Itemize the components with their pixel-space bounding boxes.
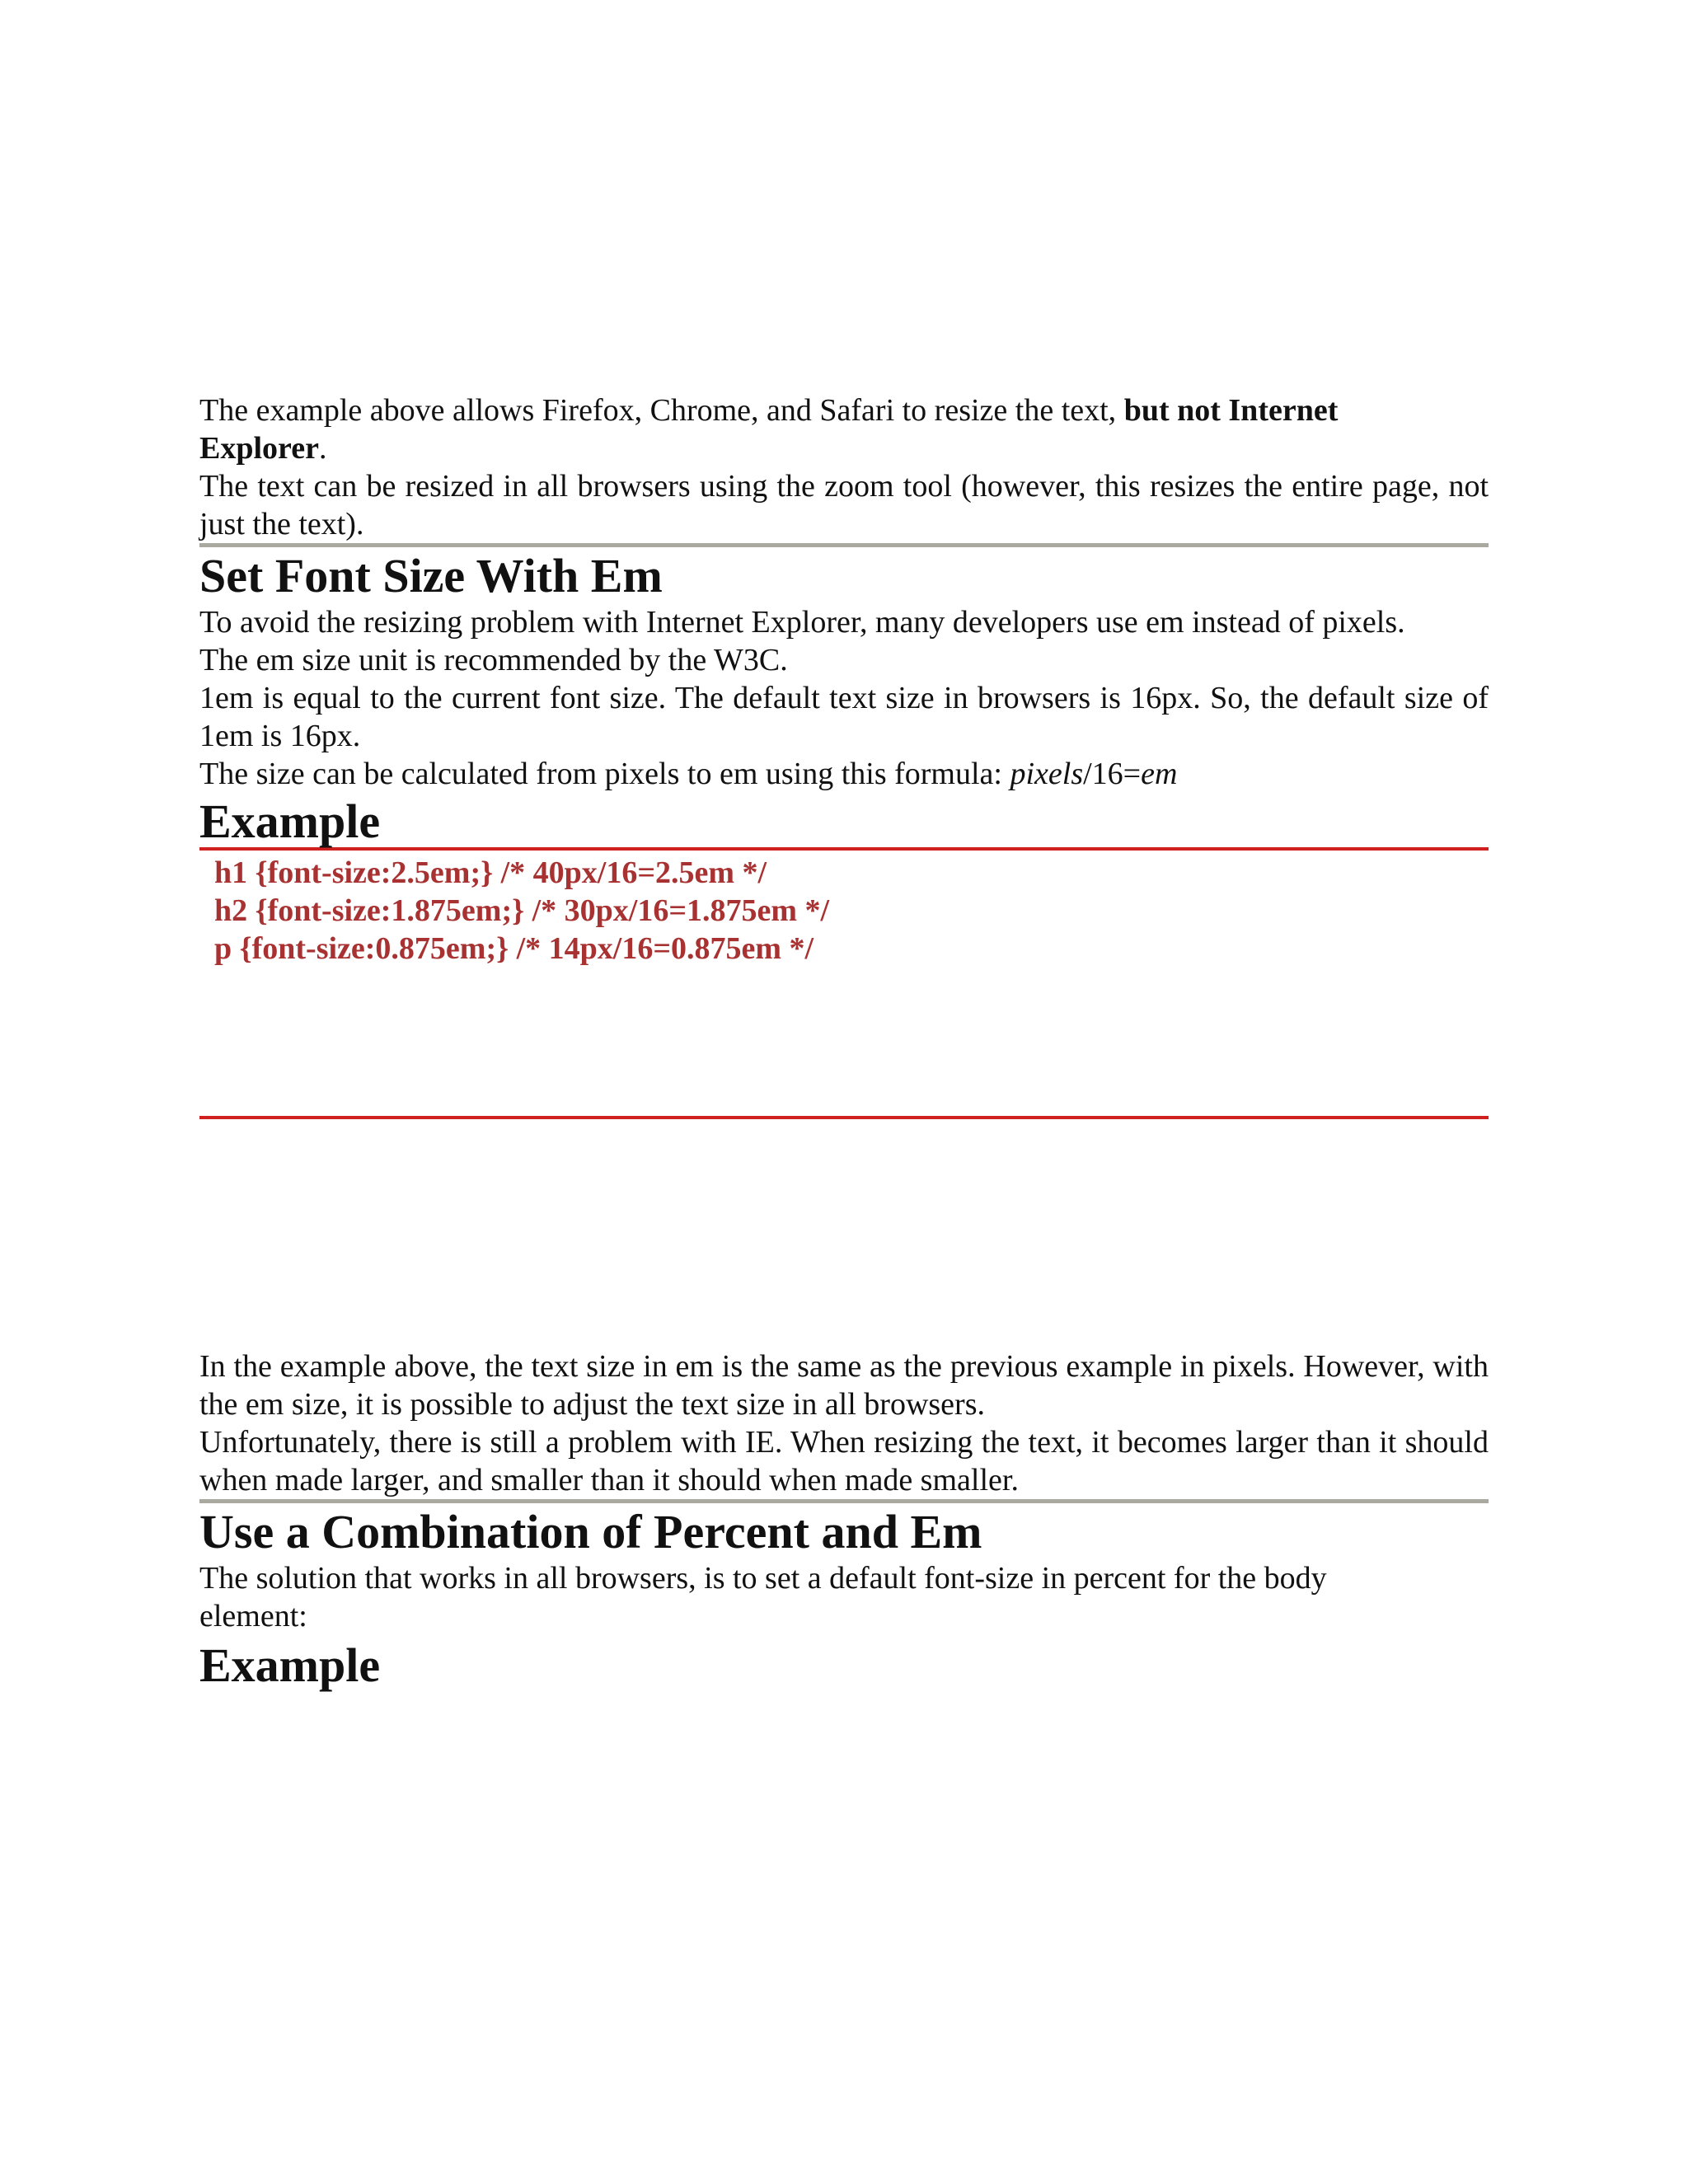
after-example-paragraph-1: In the example above, the text size in em is the same as the previous example in pixels. However, with the em size, it is possible to adjust the text size in all browsers. <box>199 1349 1489 1422</box>
code-line: p {font-size:0.875em;} /* 14px/16=0.875em */ <box>214 931 814 966</box>
combo-paragraph-1: The solution that works in all browsers, is to set a default font-size in percent for the body element: <box>199 1561 1327 1633</box>
example-heading-1: Example <box>199 794 381 848</box>
em-paragraph-3: The size can be calculated from pixels to em using this formula: pixels/16=em <box>199 757 1178 791</box>
intro-text: The example above allows Firefox, Chrome, and Safari to resize the text, <box>199 393 1124 428</box>
intro-paragraph-2: The text can be resized in all browsers using the zoom tool (however, this resizes the entire page, not just the text). <box>199 469 1489 541</box>
intro-paragraph-1: The example above allows Firefox, Chrome, and Safari to resize the text, but not Internet Explorer. <box>199 393 1339 466</box>
section-divider <box>199 543 1489 547</box>
document-page <box>199 391 1489 1693</box>
code-block-1 <box>199 854 1489 968</box>
code-line: h1 {font-size:2.5em;} /* 40px/16=2.5em */ <box>214 855 767 890</box>
intro-bold-text: but not Internet Explorer <box>199 393 1339 466</box>
after-example-paragraph-2: Unfortunately, there is still a problem with IE. When resizing the text, it becomes larger than it should when made larger, and smaller than it should when made smaller. <box>199 1425 1489 1497</box>
section-divider <box>199 1499 1489 1503</box>
section-heading-combo: Use a Combination of Percent and Em <box>199 1505 982 1558</box>
example-heading-2: Example <box>199 1638 381 1692</box>
code-line: h2 {font-size:1.875em;} /* 30px/16=1.875em */ <box>214 893 830 928</box>
em-paragraph-1: To avoid the resizing problem with Internet Explorer, many developers use em instead of pixels. The em size unit is recommended by the W3C. <box>199 605 1405 677</box>
example-top-rule <box>199 847 1489 851</box>
em-paragraph-2: 1em is equal to the current font size. The default text size in browsers is 16px. So, the default size of 1em is 16px. <box>199 681 1489 753</box>
example-bottom-rule <box>199 1116 1489 1119</box>
section-heading-em: Set Font Size With Em <box>199 549 663 602</box>
